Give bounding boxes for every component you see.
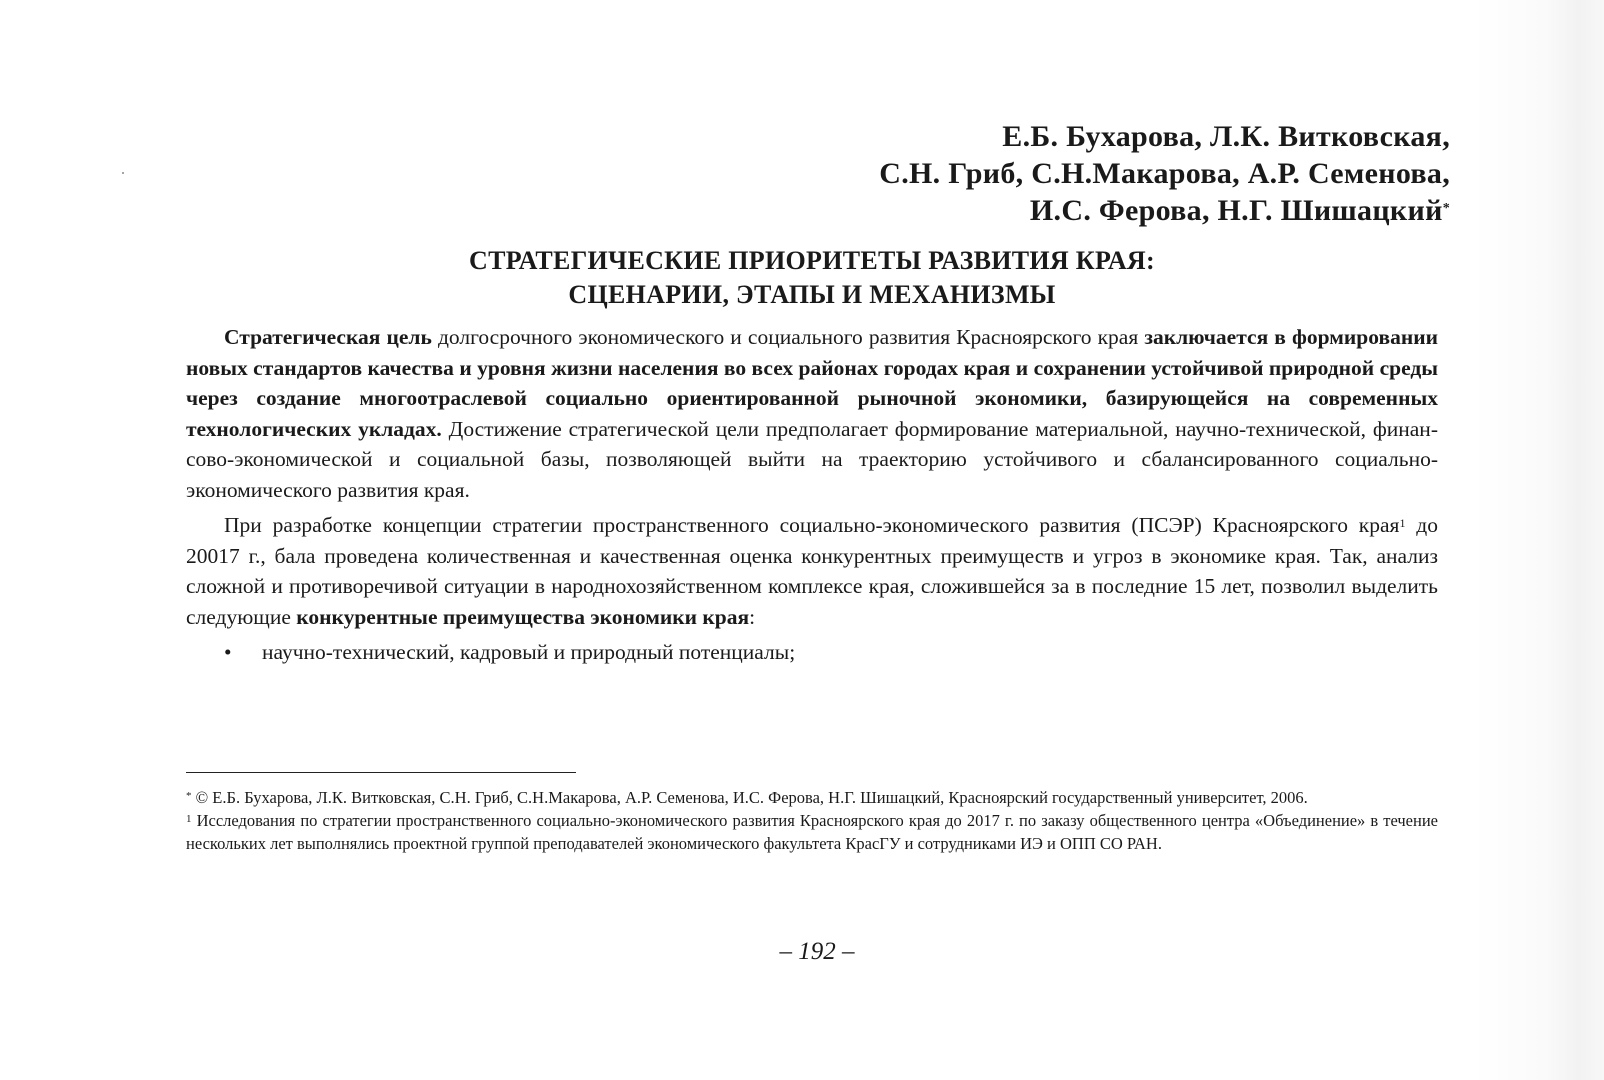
list-item [186,637,1438,668]
paragraph-1-bold-statement: заключается в формировании новых стандартов качества и уровня жизни населения во всех районах городах края и сохранении устойчивой природной среды через создание многоотраслевой социально ориентированной рыночной экономики, базирующейся на современных технологических укладах. [186,325,1438,441]
title-line-1: СТРАТЕГИЧЕСКИЕ ПРИОРИТЕТЫ РАЗВИТИЯ КРАЯ: [469,246,1155,275]
article-title [186,244,1438,312]
paragraph-1-lead-rest: долгосрочного экономического и социального развития Красноярского края [431,325,1145,349]
paragraph-strategic-goal [186,322,1438,505]
footnote-divider [186,772,576,773]
paragraph-2-text-a: При разработке концепции стратегии пространственного социально-экономического развития (ПСЭР) Красноярского края [224,513,1400,537]
footnote-mark: * [186,790,192,802]
paragraph-2-text-b: до 20017 г., бала проведена количественная и качественная оценка конкурентных преимуществ и угроз в экономике края. Так, анализ сложной и противоречивой ситуации в народнохозяйственном комплексе края, сложившейся за в последние 15 лет, позволил выделить следующие [186,513,1438,629]
author-list [879,118,1450,229]
paragraph-2-tail: : [749,604,756,629]
footnote-copyright [186,786,1438,809]
author-line-3-text: И.С. Ферова, Н.Г. Шишацкий [1029,194,1443,227]
footnote-mark: 1 [186,813,192,825]
author-footnote-mark: * [1442,201,1450,216]
paragraph-competitive-advantages [186,510,1438,632]
author-line-3 [879,192,1450,229]
footnote-text: © Е.Б. Бухарова, Л.К. Витковская, С.Н. Гриб, С.Н.Макарова, А.Р. Семенова, И.С. Ферова, Н.Г. Шишацкий, Красноярский государственный университет, 2006. [191,788,1308,807]
paragraph-1-rest: Достижение стратегической цели предполагает формирование материальной, научно-технической, финансово-экономической и социальной базы, позволяющей выйти на траекторию устойчивого и сбалансированного социально-экономического развития края. [186,416,1438,502]
author-line-2: С.Н. Гриб, С.Н.Макарова, А.Р. Семенова, [879,157,1450,190]
bullet-icon: • [224,640,232,664]
article-body [186,322,1438,668]
title-line-2: СЦЕНАРИИ, ЭТАПЫ И МЕХАНИЗМЫ [568,280,1056,309]
scan-page-edge [1474,0,1604,1080]
author-line-1: Е.Б. Бухарова, Л.К. Витковская, [1002,120,1450,153]
list-item-text: научно-технический, кадровый и природный потенциалы; [262,640,796,664]
paragraph-2-bold-end: конкурентные преимущества экономики края [296,604,750,629]
scan-speck [122,172,124,174]
footnote-text: Исследования по стратегии пространственного социально-экономического развития Красноярского края до 2017 г. по заказу общественного центра «Объединение» в течение нескольких лет выполнялись проектной группой преподавателей экономического факультета КрасГУ и сотрудниками ИЭ и ОПП СО РАН. [186,811,1438,853]
footnote-ref-1[interactable]: 1 [1399,516,1406,530]
footnote-1 [186,809,1438,855]
paragraph-1-lead-bold: Стратегическая цель [224,325,432,349]
advantages-list [186,637,1438,668]
footnotes [186,786,1438,855]
page-number: – 192 – [779,938,855,965]
